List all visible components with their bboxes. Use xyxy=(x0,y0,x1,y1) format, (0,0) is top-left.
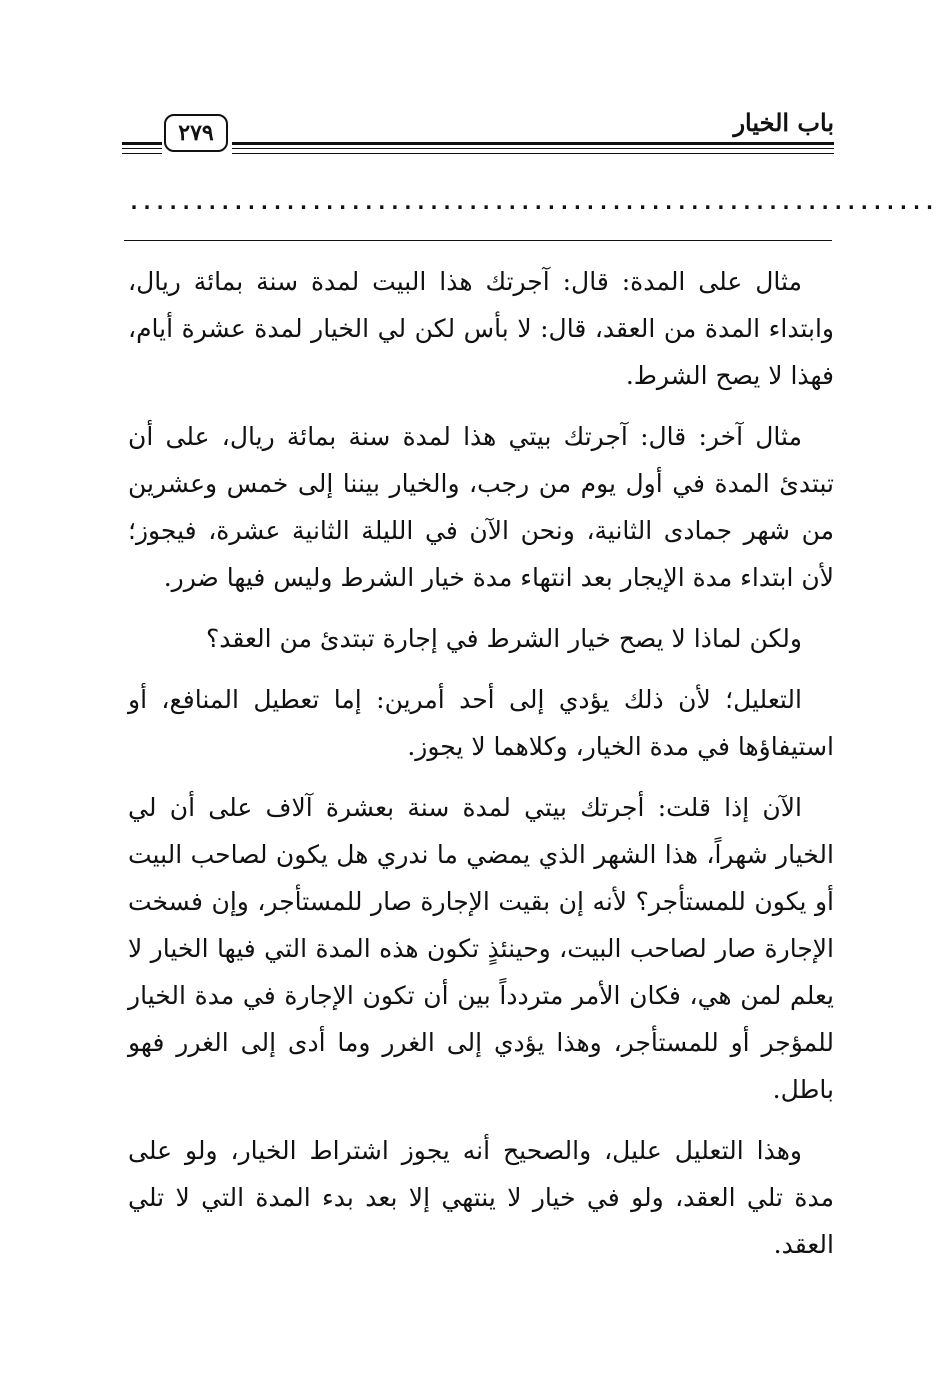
page-number: ٢٧٩ xyxy=(164,114,228,152)
paragraph: الآن إذا قلت: أجرتك بيتي لمدة سنة بعشرة آلاف على أن لي الخيار شهراً، هذا الشهر الذي يمضي ما ندري هل يكون لصاحب البيت أو يكون للمستأجر؟ لأنه إن بقيت الإجارة صار للمستأجر، وإن فسخت الإجارة صار لصاحب البيت، وحينئذٍ تكون هذه المدة التي فيها الخيار لا يعلم لمن هي، فكان الأمر متردداً بين أن تكون الإجارة في مدة الخيار للمؤجر أو للمستأجر، وهذا يؤدي إلى الغرر وما أدى إلى الغرر فهو باطل. xyxy=(128,793,834,1104)
chapter-title: باب الخيار xyxy=(733,108,834,137)
page-header xyxy=(122,108,834,158)
paragraph: مثال على المدة: قال: آجرتك هذا البيت لمدة سنة بمائة ريال، وابتداء المدة من العقد، قال: لا بأس لكن لي الخيار لمدة عشرة أيام، فهذا لا يصح الشرط. xyxy=(128,267,834,390)
paragraph: مثال آخر: قال: آجرتك بيتي هذا لمدة سنة بمائة ريال، على أن تبتدئ المدة في أول يوم من رجب، والخيار بيننا إلى خمس وعشرين من شهر جمادى الثانية، ونحن الآن في الليلة الثانية عشرة، فيجوز؛ لأن ابتداء مدة الإيجار بعد انتهاء مدة خيار الشرط وليس فيها ضرر. xyxy=(128,422,834,592)
paragraph: ولكن لماذا لا يصح خيار الشرط في إجارة تبتدئ من العقد؟ xyxy=(205,624,802,653)
paragraph: وهذا التعليل عليل، والصحيح أنه يجوز اشتراط الخيار، ولو على مدة تلي العقد، ولو في خيار لا ينتهي إلا بعد بدء المدة التي لا تلي العقد. xyxy=(128,1136,834,1259)
body-text xyxy=(128,258,834,1282)
footnote-continuation-dots: .............................................................. xyxy=(128,190,937,214)
separator-rule xyxy=(124,240,832,241)
header-rule-right xyxy=(232,142,834,154)
paragraph: التعليل؛ لأن ذلك يؤدي إلى أحد أمرين: إما تعطيل المنافع، أو استيفاؤها في مدة الخيار، وكلاهما لا يجوز. xyxy=(128,685,834,761)
header-rule-left xyxy=(122,142,162,154)
